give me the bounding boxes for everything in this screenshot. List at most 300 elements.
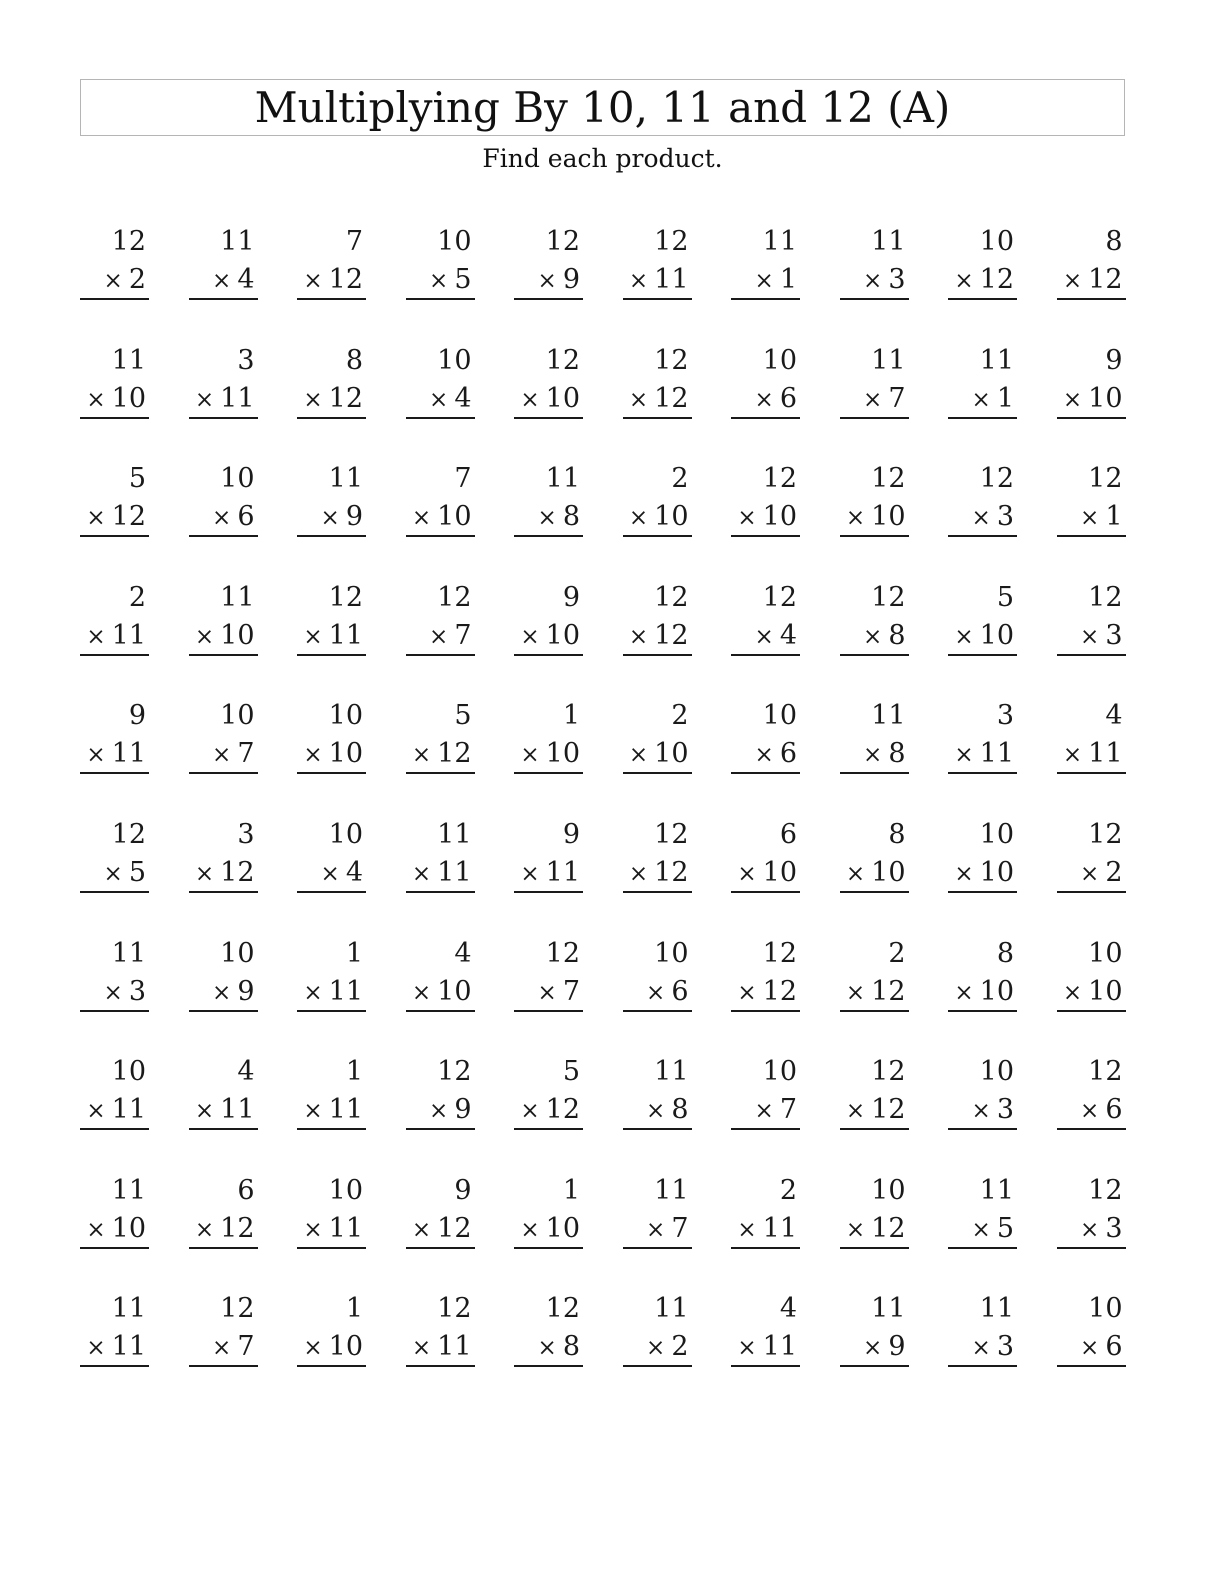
title-box <box>80 79 1125 136</box>
instruction-text: Find each product. <box>482 144 723 173</box>
multiplication-problem <box>840 1052 909 1128</box>
multiplier: 12 <box>654 856 689 888</box>
multiplicand: 1 <box>345 1293 363 1325</box>
problem-grid <box>80 222 1126 1408</box>
times-symbol: × <box>303 1216 323 1243</box>
multiplier-line <box>297 498 366 537</box>
multiplication-problem <box>80 815 149 891</box>
multiplicand: 1 <box>345 1056 363 1088</box>
multiplication-problem <box>840 815 909 891</box>
multiplier: 10 <box>111 382 146 414</box>
multiplier-line <box>406 498 475 537</box>
times-symbol: × <box>411 742 432 769</box>
multiplication-problem <box>406 341 475 417</box>
multiplicand: 11 <box>111 1293 146 1325</box>
multiplier-line <box>406 735 475 774</box>
times-symbol: × <box>628 268 649 294</box>
multiplier-line <box>840 1210 909 1249</box>
multiplier-line <box>514 380 583 419</box>
multiplier: 11 <box>1088 738 1123 770</box>
multiplication-problem <box>406 1052 475 1128</box>
multiplicand: 11 <box>871 226 906 257</box>
multiplier: 12 <box>871 975 906 1007</box>
times-symbol: × <box>429 268 449 294</box>
multiplication-problem <box>623 1171 692 1247</box>
multiplier: 12 <box>328 382 363 414</box>
multiplication-problem <box>1057 459 1126 535</box>
multiplier: 3 <box>888 264 906 295</box>
multiplication-problem <box>731 341 800 417</box>
multiplication-problem <box>731 815 800 891</box>
multiplicand: 12 <box>654 344 689 376</box>
multiplicand: 10 <box>437 226 472 257</box>
times-symbol: × <box>971 1098 991 1125</box>
multiplier-line <box>948 854 1017 893</box>
multiplier-line <box>840 380 909 419</box>
multiplicand: 12 <box>1088 463 1123 495</box>
multiplier: 7 <box>237 738 255 770</box>
multiplier-line <box>406 617 475 656</box>
multiplication-problem <box>189 815 258 891</box>
multiplication-problem <box>1057 1289 1126 1365</box>
times-symbol: × <box>863 623 883 650</box>
times-symbol: × <box>320 505 340 532</box>
multiplicand: 10 <box>328 818 363 850</box>
multiplicand: 10 <box>979 226 1014 257</box>
multiplicand: 12 <box>871 463 906 495</box>
multiplicand: 2 <box>128 581 146 613</box>
multiplicand: 12 <box>871 1056 906 1088</box>
multiplier: 5 <box>454 264 472 295</box>
times-symbol: × <box>863 1335 883 1362</box>
multiplier-line <box>731 1210 800 1249</box>
multiplication-problem <box>948 1052 1017 1128</box>
times-symbol: × <box>537 505 557 532</box>
multiplicand: 2 <box>671 463 689 495</box>
times-symbol: × <box>520 1216 540 1243</box>
multiplication-problem <box>840 459 909 535</box>
multiplicand: 9 <box>128 700 146 732</box>
multiplication-problem <box>840 1289 909 1365</box>
multiplication-problem <box>514 222 583 298</box>
multiplicand: 2 <box>888 937 906 969</box>
multiplicand: 7 <box>345 226 363 257</box>
multiplicand: 8 <box>996 937 1014 969</box>
multiplier: 8 <box>888 738 906 770</box>
times-symbol: × <box>971 1216 991 1243</box>
multiplier: 6 <box>1105 1331 1123 1363</box>
times-symbol: × <box>754 742 774 769</box>
multiplier-line <box>514 617 583 656</box>
multiplier-line <box>80 735 149 774</box>
multiplication-problem <box>189 934 258 1010</box>
multiplicand: 7 <box>454 463 472 495</box>
multiplicand: 10 <box>979 1056 1014 1088</box>
multiplicand: 10 <box>437 344 472 376</box>
multiplier: 6 <box>779 382 797 414</box>
multiplier-line <box>189 380 258 419</box>
multiplier-line <box>840 854 909 893</box>
multiplier: 10 <box>328 1331 363 1363</box>
multiplier-line <box>623 1091 692 1130</box>
multiplicand: 8 <box>1105 226 1123 257</box>
multiplier: 12 <box>111 501 146 533</box>
multiplier: 9 <box>345 501 363 533</box>
multiplier-line <box>406 380 475 419</box>
multiplicand: 12 <box>762 937 797 969</box>
times-symbol: × <box>303 1335 323 1362</box>
multiplication-problem <box>840 696 909 772</box>
multiplicand: 11 <box>871 700 906 732</box>
multiplier-line <box>80 854 149 893</box>
multiplication-problem <box>514 578 583 654</box>
times-symbol: × <box>86 623 106 650</box>
multiplicand: 5 <box>128 463 146 495</box>
times-symbol: × <box>737 1335 757 1362</box>
multiplicand: 12 <box>654 226 689 257</box>
multiplier: 8 <box>562 501 580 533</box>
problem-row <box>80 459 1126 578</box>
multiplier-line <box>731 1091 800 1130</box>
multiplicand: 11 <box>111 937 146 969</box>
multiplier: 10 <box>762 501 797 533</box>
multiplier-line <box>948 1328 1017 1367</box>
times-symbol: × <box>954 742 974 769</box>
times-symbol: × <box>971 505 991 532</box>
times-symbol: × <box>737 860 757 887</box>
multiplication-problem <box>80 222 149 298</box>
multiplicand: 11 <box>871 1293 906 1325</box>
multiplication-problem <box>514 696 583 772</box>
multiplicand: 12 <box>1088 1056 1123 1088</box>
times-symbol: × <box>954 268 974 294</box>
multiplier: 11 <box>111 619 146 651</box>
times-symbol: × <box>646 979 666 1006</box>
multiplier-line <box>189 617 258 656</box>
multiplier: 11 <box>437 856 472 888</box>
multiplicand: 10 <box>220 937 255 969</box>
times-symbol: × <box>628 386 649 413</box>
multiplier-line <box>1057 1091 1126 1130</box>
multiplicand: 10 <box>654 937 689 969</box>
multiplier: 10 <box>328 738 363 770</box>
multiplier-line <box>406 261 475 300</box>
multiplication-problem <box>297 1289 366 1365</box>
multiplier: 9 <box>454 1094 472 1126</box>
multiplication-problem <box>189 1289 258 1365</box>
multiplication-problem <box>80 934 149 1010</box>
times-symbol: × <box>845 979 866 1006</box>
times-symbol: × <box>1080 860 1100 887</box>
multiplication-problem <box>948 222 1017 298</box>
multiplier-line <box>1057 380 1126 419</box>
multiplicand: 12 <box>545 1293 580 1325</box>
multiplication-problem <box>731 934 800 1010</box>
times-symbol: × <box>212 742 232 769</box>
multiplier-line <box>514 1091 583 1130</box>
times-symbol: × <box>863 742 883 769</box>
multiplication-problem <box>948 815 1017 891</box>
multiplier: 3 <box>996 1331 1014 1363</box>
multiplication-problem <box>514 459 583 535</box>
times-symbol: × <box>212 1335 232 1362</box>
times-symbol: × <box>194 623 215 650</box>
multiplicand: 12 <box>545 937 580 969</box>
worksheet-title: Multiplying By 10, 11 and 12 (A) <box>254 82 951 132</box>
multiplication-problem <box>406 222 475 298</box>
multiplier-line <box>948 380 1017 419</box>
multiplier-line <box>80 617 149 656</box>
multiplier: 3 <box>128 975 146 1007</box>
multiplier: 12 <box>871 1212 906 1244</box>
multiplicand: 12 <box>545 344 580 376</box>
times-symbol: × <box>520 742 540 769</box>
multiplier: 3 <box>1105 619 1123 651</box>
multiplier: 10 <box>871 856 906 888</box>
multiplier: 10 <box>654 501 689 533</box>
multiplier: 7 <box>779 1094 797 1126</box>
multiplicand: 6 <box>237 1174 255 1206</box>
times-symbol: × <box>212 268 232 294</box>
multiplier-line <box>297 854 366 893</box>
multiplicand: 2 <box>671 700 689 732</box>
times-symbol: × <box>1080 1335 1100 1362</box>
multiplier: 1 <box>779 264 797 295</box>
times-symbol: × <box>303 268 323 294</box>
multiplicand: 12 <box>1088 581 1123 613</box>
multiplier: 1 <box>996 382 1014 414</box>
multiplier-line <box>297 735 366 774</box>
multiplier-line <box>189 735 258 774</box>
multiplicand: 8 <box>345 344 363 376</box>
multiplier-line <box>189 261 258 300</box>
multiplier: 11 <box>328 975 363 1007</box>
multiplier-line <box>840 1091 909 1130</box>
multiplicand: 4 <box>1105 700 1123 732</box>
multiplicand: 11 <box>111 344 146 376</box>
multiplication-problem <box>1057 578 1126 654</box>
multiplicand: 10 <box>1088 1293 1123 1325</box>
multiplier-line <box>840 498 909 537</box>
multiplier-line <box>1057 1328 1126 1367</box>
multiplicand: 5 <box>996 581 1014 613</box>
multiplicand: 11 <box>979 344 1014 376</box>
multiplicand: 12 <box>654 581 689 613</box>
multiplier: 7 <box>454 619 472 651</box>
multiplicand: 11 <box>979 1293 1014 1325</box>
multiplication-problem <box>406 1171 475 1247</box>
multiplier: 8 <box>888 619 906 651</box>
multiplier-line <box>514 261 583 300</box>
multiplication-problem <box>623 459 692 535</box>
multiplier-line <box>731 498 800 537</box>
multiplicand: 12 <box>545 226 580 257</box>
multiplier: 12 <box>979 264 1014 295</box>
times-symbol: × <box>646 1216 666 1243</box>
multiplicand: 1 <box>345 937 363 969</box>
multiplicand: 9 <box>562 818 580 850</box>
multiplier: 10 <box>979 619 1014 651</box>
multiplication-problem <box>514 1171 583 1247</box>
multiplier: 12 <box>220 1212 255 1244</box>
multiplier: 6 <box>237 501 255 533</box>
multiplicand: 11 <box>654 1056 689 1088</box>
multiplicand: 12 <box>871 581 906 613</box>
multiplicand: 3 <box>237 344 255 376</box>
multiplication-problem <box>297 341 366 417</box>
multiplication-problem <box>840 578 909 654</box>
multiplier: 7 <box>671 1212 689 1244</box>
multiplication-problem <box>731 222 800 298</box>
multiplication-problem <box>948 578 1017 654</box>
problem-row <box>80 222 1126 341</box>
times-symbol: × <box>194 860 215 887</box>
multiplicand: 12 <box>762 463 797 495</box>
multiplication-problem <box>1057 1171 1126 1247</box>
multiplicand: 11 <box>654 1293 689 1325</box>
multiplier: 8 <box>671 1094 689 1126</box>
multiplication-problem <box>948 934 1017 1010</box>
multiplicand: 1 <box>562 700 580 732</box>
multiplication-problem <box>514 815 583 891</box>
multiplier: 11 <box>111 738 146 770</box>
multiplier: 11 <box>762 1212 797 1244</box>
times-symbol: × <box>103 860 123 887</box>
multiplier: 4 <box>779 619 797 651</box>
times-symbol: × <box>754 1098 774 1125</box>
multiplicand: 11 <box>220 581 255 613</box>
multiplier-line <box>840 261 909 300</box>
times-symbol: × <box>1062 742 1083 769</box>
multiplier: 9 <box>562 264 580 295</box>
times-symbol: × <box>86 1216 106 1243</box>
times-symbol: × <box>194 386 215 413</box>
multiplication-problem <box>623 934 692 1010</box>
multiplier-line <box>189 854 258 893</box>
multiplication-problem <box>406 578 475 654</box>
multiplicand: 9 <box>562 581 580 613</box>
problem-row <box>80 934 1126 1053</box>
multiplier: 9 <box>888 1331 906 1363</box>
multiplication-problem <box>731 1171 800 1247</box>
times-symbol: × <box>646 1335 666 1362</box>
multiplier: 12 <box>437 738 472 770</box>
times-symbol: × <box>537 1335 557 1362</box>
times-symbol: × <box>212 505 232 532</box>
multiplication-problem <box>1057 341 1126 417</box>
multiplier-line <box>948 1091 1017 1130</box>
multiplier-line <box>80 498 149 537</box>
multiplication-problem <box>623 815 692 891</box>
multiplier: 4 <box>237 264 255 295</box>
problem-row <box>80 578 1126 697</box>
multiplier: 10 <box>545 1212 580 1244</box>
multiplication-problem <box>406 696 475 772</box>
multiplication-problem <box>1057 934 1126 1010</box>
multiplication-problem <box>189 222 258 298</box>
multiplier-line <box>840 973 909 1012</box>
times-symbol: × <box>954 623 974 650</box>
multiplication-problem <box>406 815 475 891</box>
times-symbol: × <box>737 505 757 532</box>
times-symbol: × <box>845 505 866 532</box>
multiplication-problem <box>297 696 366 772</box>
multiplier: 6 <box>1105 1094 1123 1126</box>
multiplier: 3 <box>996 1094 1014 1126</box>
multiplicand: 5 <box>454 700 472 732</box>
multiplier: 11 <box>328 1212 363 1244</box>
multiplier: 12 <box>762 975 797 1007</box>
multiplier: 5 <box>128 856 146 888</box>
multiplication-problem <box>840 341 909 417</box>
multiplication-problem <box>406 1289 475 1365</box>
times-symbol: × <box>520 623 540 650</box>
times-symbol: × <box>845 860 866 887</box>
times-symbol: × <box>86 1335 106 1362</box>
multiplier-line <box>297 973 366 1012</box>
multiplicand: 11 <box>437 818 472 850</box>
multiplier-line <box>406 1328 475 1367</box>
multiplicand: 11 <box>871 344 906 376</box>
multiplier: 4 <box>345 856 363 888</box>
multiplication-problem <box>80 1171 149 1247</box>
multiplicand: 1 <box>562 1174 580 1206</box>
multiplier: 10 <box>654 738 689 770</box>
multiplier: 11 <box>328 619 363 651</box>
multiplicand: 10 <box>762 700 797 732</box>
multiplier-line <box>297 1328 366 1367</box>
times-symbol: × <box>303 742 323 769</box>
times-symbol: × <box>954 979 974 1006</box>
multiplicand: 11 <box>111 1174 146 1206</box>
multiplication-problem <box>80 1052 149 1128</box>
multiplier-line <box>406 973 475 1012</box>
multiplicand: 12 <box>111 226 146 257</box>
times-symbol: × <box>103 268 123 294</box>
multiplicand: 11 <box>545 463 580 495</box>
times-symbol: × <box>845 1098 866 1125</box>
multiplicand: 12 <box>111 818 146 850</box>
multiplicand: 10 <box>762 1056 797 1088</box>
multiplier-line <box>514 973 583 1012</box>
multiplication-problem <box>731 578 800 654</box>
multiplication-problem <box>514 341 583 417</box>
multiplication-problem <box>948 459 1017 535</box>
multiplication-problem <box>189 459 258 535</box>
multiplier-line <box>1057 735 1126 774</box>
multiplier: 9 <box>237 975 255 1007</box>
times-symbol: × <box>628 742 649 769</box>
multiplier: 10 <box>979 975 1014 1007</box>
multiplier-line <box>623 1210 692 1249</box>
multiplier-line <box>840 735 909 774</box>
multiplier-line <box>189 1091 258 1130</box>
multiplicand: 4 <box>779 1293 797 1325</box>
times-symbol: × <box>303 1098 323 1125</box>
times-symbol: × <box>1080 1098 1100 1125</box>
multiplier: 10 <box>1088 382 1123 414</box>
multiplier: 6 <box>671 975 689 1007</box>
times-symbol: × <box>863 386 883 413</box>
multiplier: 10 <box>111 1212 146 1244</box>
multiplicand: 10 <box>1088 937 1123 969</box>
multiplier-line <box>514 735 583 774</box>
multiplier-line <box>80 1210 149 1249</box>
multiplier-line <box>1057 1210 1126 1249</box>
multiplication-problem <box>948 341 1017 417</box>
multiplication-problem <box>623 696 692 772</box>
problem-row <box>80 696 1126 815</box>
